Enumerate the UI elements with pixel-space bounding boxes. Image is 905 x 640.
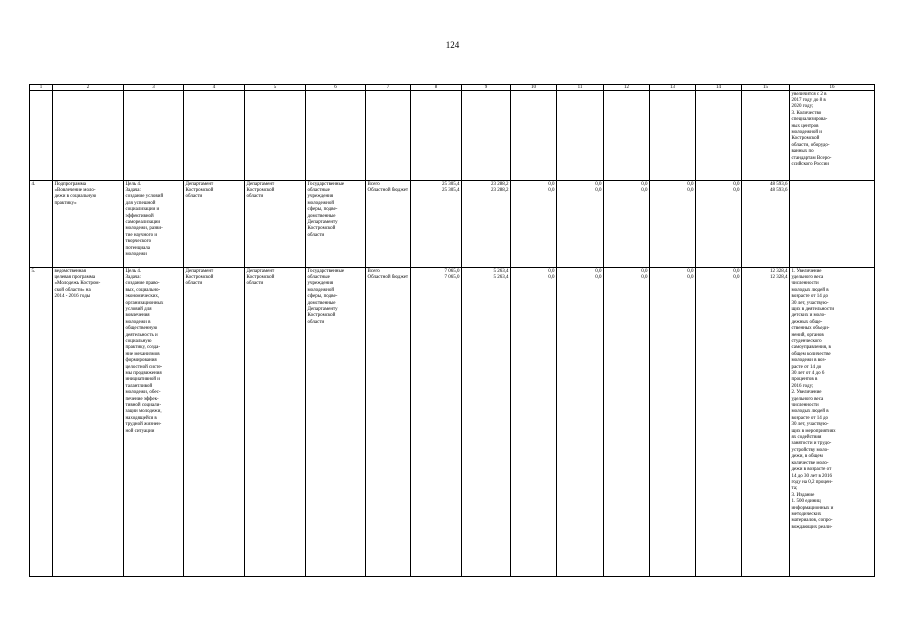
- text-line: для успешной: [125, 200, 156, 206]
- text-line: Костромской: [185, 187, 214, 193]
- value-line: 0,0: [641, 181, 648, 187]
- text-line: дежи в возрасте от: [791, 467, 832, 473]
- text-line: молодых людей в: [791, 287, 829, 293]
- text-line: практику, созда-: [125, 345, 161, 351]
- value-line: 0,0: [641, 268, 648, 274]
- value-line: 12 328,4: [770, 274, 788, 280]
- text-line: 2016 году;: [791, 383, 814, 389]
- text-line: учреждения: [307, 194, 334, 200]
- text-line: талантливой: [125, 383, 153, 389]
- text-line: области: [307, 232, 325, 238]
- text-line: тие научного и: [125, 232, 158, 238]
- text-line: Костромской: [791, 136, 820, 142]
- column-number-10: 10: [511, 85, 557, 91]
- text-line: эффективной: [125, 213, 154, 219]
- text-line: потенциала: [125, 245, 151, 251]
- executor-cell: [245, 181, 306, 268]
- results-cell: [790, 268, 875, 577]
- text-line: Департамент: [185, 268, 214, 274]
- value-line: 7 065,0: [444, 268, 460, 274]
- text-line: социальную: [125, 338, 152, 344]
- text-line: экономических,: [125, 294, 160, 300]
- text-line: ванных по: [791, 149, 814, 155]
- value-line: 0,0: [733, 268, 740, 274]
- amount-cell-y2017: [557, 268, 604, 577]
- text-line: области: [246, 281, 264, 287]
- text-line: самоуправления, в: [791, 345, 831, 351]
- value-line: 12 328,4: [770, 268, 788, 274]
- text-line: Департамент: [246, 268, 275, 274]
- text-line: области: [307, 319, 325, 325]
- table-row-program-5: [30, 268, 875, 577]
- text-line: щих в деятельности: [791, 306, 835, 312]
- amount-cell-sum: [742, 268, 790, 577]
- text-line: щих в мероприятиях: [791, 428, 836, 434]
- text-line: устройству моло-: [791, 447, 829, 453]
- text-line: молодежной: [307, 287, 335, 293]
- column-number-14: 14: [696, 85, 742, 91]
- text-line: 30 лет, участвую-: [791, 300, 829, 306]
- value-line: 0,0: [641, 187, 648, 193]
- text-line: практику»: [54, 200, 77, 206]
- text-line: областные: [307, 187, 330, 193]
- amount-cell-y2015: [462, 181, 511, 268]
- value-line: 0,0: [687, 187, 694, 193]
- text-line: та;: [791, 486, 798, 492]
- text-line: году на 0,2 процен-: [791, 479, 833, 485]
- text-line: домственные: [307, 300, 336, 306]
- text-line: домственные: [307, 213, 336, 219]
- text-line: молодежи, разви-: [125, 226, 163, 232]
- amount-cell-y2016: [511, 181, 557, 268]
- text-line: создание условий: [125, 194, 164, 200]
- value-line: 0,0: [733, 187, 740, 193]
- text-line: ведомственная: [54, 268, 86, 274]
- table-row-continuation: [30, 91, 875, 181]
- column-number-15: 15: [742, 85, 790, 91]
- goal-cell: [124, 268, 184, 577]
- text-line: создание право-: [125, 281, 160, 287]
- column-number-5: 5: [245, 85, 306, 91]
- value-line: 0,0: [687, 181, 694, 187]
- row-number-cell: [30, 181, 53, 268]
- participants-cell: [306, 181, 366, 268]
- text-line: студенческого: [791, 338, 822, 344]
- source-label: Областной бюджет: [367, 187, 409, 193]
- amount-cell-total: [411, 181, 462, 268]
- text-line: удельного веса: [791, 274, 824, 280]
- text-line: Костромской: [246, 274, 275, 280]
- amount-cell-y2020: [696, 181, 742, 268]
- row-number: 5.: [31, 268, 36, 274]
- text-line: молодых людей в: [791, 409, 829, 415]
- coordinator-cell: [184, 268, 245, 577]
- text-line: Департаменту: [307, 219, 338, 225]
- text-line: тивной социали-: [125, 403, 161, 409]
- value-line: 5 263,4: [493, 268, 509, 274]
- column-number-8: 8: [411, 85, 462, 91]
- text-line: количестве моло-: [791, 460, 829, 466]
- text-line: 2. Увеличение: [791, 390, 822, 396]
- text-line: молодежной: [307, 200, 335, 206]
- text-line: дежи в социальную: [54, 194, 97, 200]
- text-line: области: [185, 194, 203, 200]
- column-number-2: 2: [53, 85, 124, 91]
- amount-cell-y2019: [650, 181, 696, 268]
- text-line: Департамент: [185, 181, 214, 187]
- text-line: нений, органов: [791, 332, 824, 338]
- amount-cell-total: [411, 268, 462, 577]
- text-line: стандартам Всеро-: [791, 155, 832, 161]
- text-line: увеличится с 2 в: [791, 91, 827, 97]
- text-line: специализирова-: [791, 117, 828, 123]
- value-line: 0,0: [595, 187, 602, 193]
- text-line: печение эффек-: [125, 396, 159, 402]
- executor-cell: [245, 268, 306, 577]
- text-line: 14 до 30 лет в 2016: [791, 473, 833, 479]
- text-line: трудной жизнен-: [125, 422, 162, 428]
- text-line: методических: [791, 511, 822, 517]
- amount-cell-y2016: [511, 268, 557, 577]
- text-line: Костромской: [185, 274, 214, 280]
- text-line: учреждения: [307, 281, 334, 287]
- column-number-3: 3: [124, 85, 184, 91]
- amount-cell-y2017: [557, 181, 604, 268]
- results-cell: [790, 181, 875, 268]
- amount-cell-y2019: [650, 268, 696, 577]
- amount-cell-y2018: [604, 181, 650, 268]
- text-line: ственных объеди-: [791, 326, 830, 332]
- text-line: занятости и трудо-: [791, 441, 832, 447]
- value-line: 25 305,4: [442, 187, 460, 193]
- text-line: процентов в: [791, 377, 818, 383]
- text-line: Государственные: [307, 181, 345, 187]
- text-line: области: [246, 194, 264, 200]
- text-line: социализации и: [125, 207, 160, 213]
- text-line: молодежи в воз-: [791, 358, 827, 364]
- value-line: 0,0: [595, 274, 602, 280]
- program-name-cell: [53, 268, 124, 577]
- text-line: ние механизмов: [125, 351, 160, 357]
- text-line: формирования: [125, 358, 157, 364]
- text-line: 3. Количество: [791, 110, 822, 116]
- text-line: численности: [791, 403, 819, 409]
- text-line: вовлечения: [125, 313, 150, 319]
- text-line: возрасте от 14 до: [791, 294, 829, 300]
- text-line: инициативной и: [125, 377, 160, 383]
- amount-cell-y2015: [462, 268, 511, 577]
- column-number-6: 6: [306, 85, 366, 91]
- text-line: детских и моло-: [791, 313, 826, 319]
- text-line: целевая программа: [54, 274, 96, 280]
- value-line: 0,0: [733, 274, 740, 280]
- column-number-4: 4: [184, 85, 245, 91]
- text-line: Подпрограмма: [54, 181, 86, 187]
- program-funding-table: [29, 84, 875, 577]
- value-line: 0,0: [733, 181, 740, 187]
- text-line: условий для: [125, 306, 152, 312]
- text-line: 2014 - 2016 годы: [54, 294, 91, 300]
- text-line: области, оборудо-: [791, 142, 830, 148]
- text-line: сферы, подве-: [307, 294, 338, 300]
- text-line: «Молодежь Костром-: [54, 281, 101, 287]
- text-line: 3. Издание: [791, 492, 815, 498]
- text-line: ной ситуации: [125, 428, 155, 434]
- value-line: 48 593,6: [770, 187, 788, 193]
- text-line: областные: [307, 274, 330, 280]
- column-number-9: 9: [462, 85, 511, 91]
- value-line: 0,0: [548, 274, 555, 280]
- text-line: 1. Увеличение: [791, 268, 822, 274]
- amount-cell-y2018: [604, 268, 650, 577]
- text-line: молодежной и: [791, 129, 822, 135]
- column-number-7: 7: [366, 85, 411, 91]
- text-line: 30 лет от 4 до 6: [791, 371, 825, 376]
- source-label: Всего: [367, 268, 380, 274]
- goal-cell: [124, 181, 184, 268]
- text-line: деятельность и: [125, 332, 158, 338]
- value-line: 0,0: [641, 274, 648, 280]
- value-line: 0,0: [687, 268, 694, 274]
- value-line: 0,0: [595, 268, 602, 274]
- value-line: 48 593,6: [770, 181, 788, 187]
- text-line: Костромской: [307, 226, 336, 232]
- text-line: вождающих реали-: [791, 524, 833, 530]
- text-line: общем количестве: [791, 351, 831, 357]
- value-line: 0,0: [548, 268, 555, 274]
- amount-cell-sum: [742, 181, 790, 268]
- text-line: Цель 4.: [125, 268, 142, 274]
- source-label: Всего: [367, 181, 380, 187]
- value-line: 0,0: [548, 181, 555, 187]
- text-line: целостной систе-: [125, 364, 163, 370]
- results-cell: [790, 91, 875, 181]
- text-line: 2017 году до 8 в: [791, 97, 826, 103]
- text-line: общественную: [125, 326, 158, 332]
- text-line: Костромской: [307, 313, 336, 319]
- value-line: 25 305,4: [442, 181, 460, 187]
- text-line: ссийского России: [791, 161, 829, 167]
- value-line: 5 263,4: [493, 274, 509, 280]
- text-line: зации молодежи,: [125, 409, 162, 415]
- participants-cell: [306, 268, 366, 577]
- text-line: творческого: [125, 239, 152, 245]
- text-line: Цель 4.: [125, 181, 142, 187]
- text-line: дежи, в общем: [791, 454, 823, 460]
- row-number-cell: [30, 268, 53, 577]
- text-line: удельного веса: [791, 396, 824, 402]
- text-line: ях содействия: [791, 435, 822, 441]
- text-line: дежных обще-: [791, 319, 823, 325]
- text-line: численности: [791, 281, 819, 287]
- text-line: Департаменту: [307, 306, 338, 312]
- value-line: 7 065,0: [444, 274, 460, 280]
- coordinator-cell: [184, 181, 245, 268]
- text-line: молодежи в: [125, 319, 151, 325]
- text-line: Департамент: [246, 181, 275, 187]
- page-number: 124: [445, 40, 460, 50]
- table-row-subprogram-4: [30, 181, 875, 268]
- program-name-cell: [53, 181, 124, 268]
- value-line: 0,0: [595, 181, 602, 187]
- text-line: материалов, сопро-: [791, 518, 833, 524]
- text-line: 2020 году;: [791, 104, 814, 110]
- column-number-16: 16: [790, 85, 875, 91]
- text-line: Задача:: [125, 187, 141, 193]
- text-line: находящейся в: [125, 415, 157, 421]
- value-line: 0,0: [687, 274, 694, 280]
- text-line: Задача:: [125, 274, 141, 280]
- text-line: вых, социально-: [125, 287, 161, 293]
- text-line: ных центров: [791, 123, 819, 129]
- column-number-12: 12: [604, 85, 650, 91]
- amount-cell-y2020: [696, 268, 742, 577]
- text-line: ской области» на: [54, 287, 91, 293]
- text-line: 1. 500 единиц: [791, 499, 821, 505]
- text-line: Костромской: [246, 187, 275, 193]
- text-line: мы продвижения: [125, 371, 162, 376]
- column-number-1: 1: [30, 85, 53, 91]
- text-line: «Вовлечение моло-: [54, 187, 96, 193]
- value-line: 23 288,2: [491, 181, 509, 187]
- value-line: 0,0: [548, 187, 555, 193]
- source-cell: [366, 181, 411, 268]
- text-line: организационных: [125, 300, 164, 306]
- text-line: 30 лет, участвую-: [791, 422, 829, 428]
- text-line: сферы, подве-: [307, 207, 338, 213]
- text-line: области: [185, 281, 203, 287]
- column-number-13: 13: [650, 85, 696, 91]
- text-line: информационных и: [791, 505, 834, 511]
- source-label: Областной бюджет: [367, 274, 409, 280]
- text-line: Государственные: [307, 268, 345, 274]
- text-line: молодежи, обес-: [125, 390, 161, 396]
- text-line: расте от 14 до: [791, 364, 822, 370]
- row-number: 4.: [31, 181, 36, 187]
- text-line: самореализации: [125, 219, 161, 225]
- column-number-11: 11: [557, 85, 604, 91]
- source-cell: [366, 268, 411, 577]
- text-line: молодежи: [125, 251, 147, 257]
- text-line: возрасте от 14 до: [791, 415, 829, 421]
- value-line: 23 288,2: [491, 187, 509, 193]
